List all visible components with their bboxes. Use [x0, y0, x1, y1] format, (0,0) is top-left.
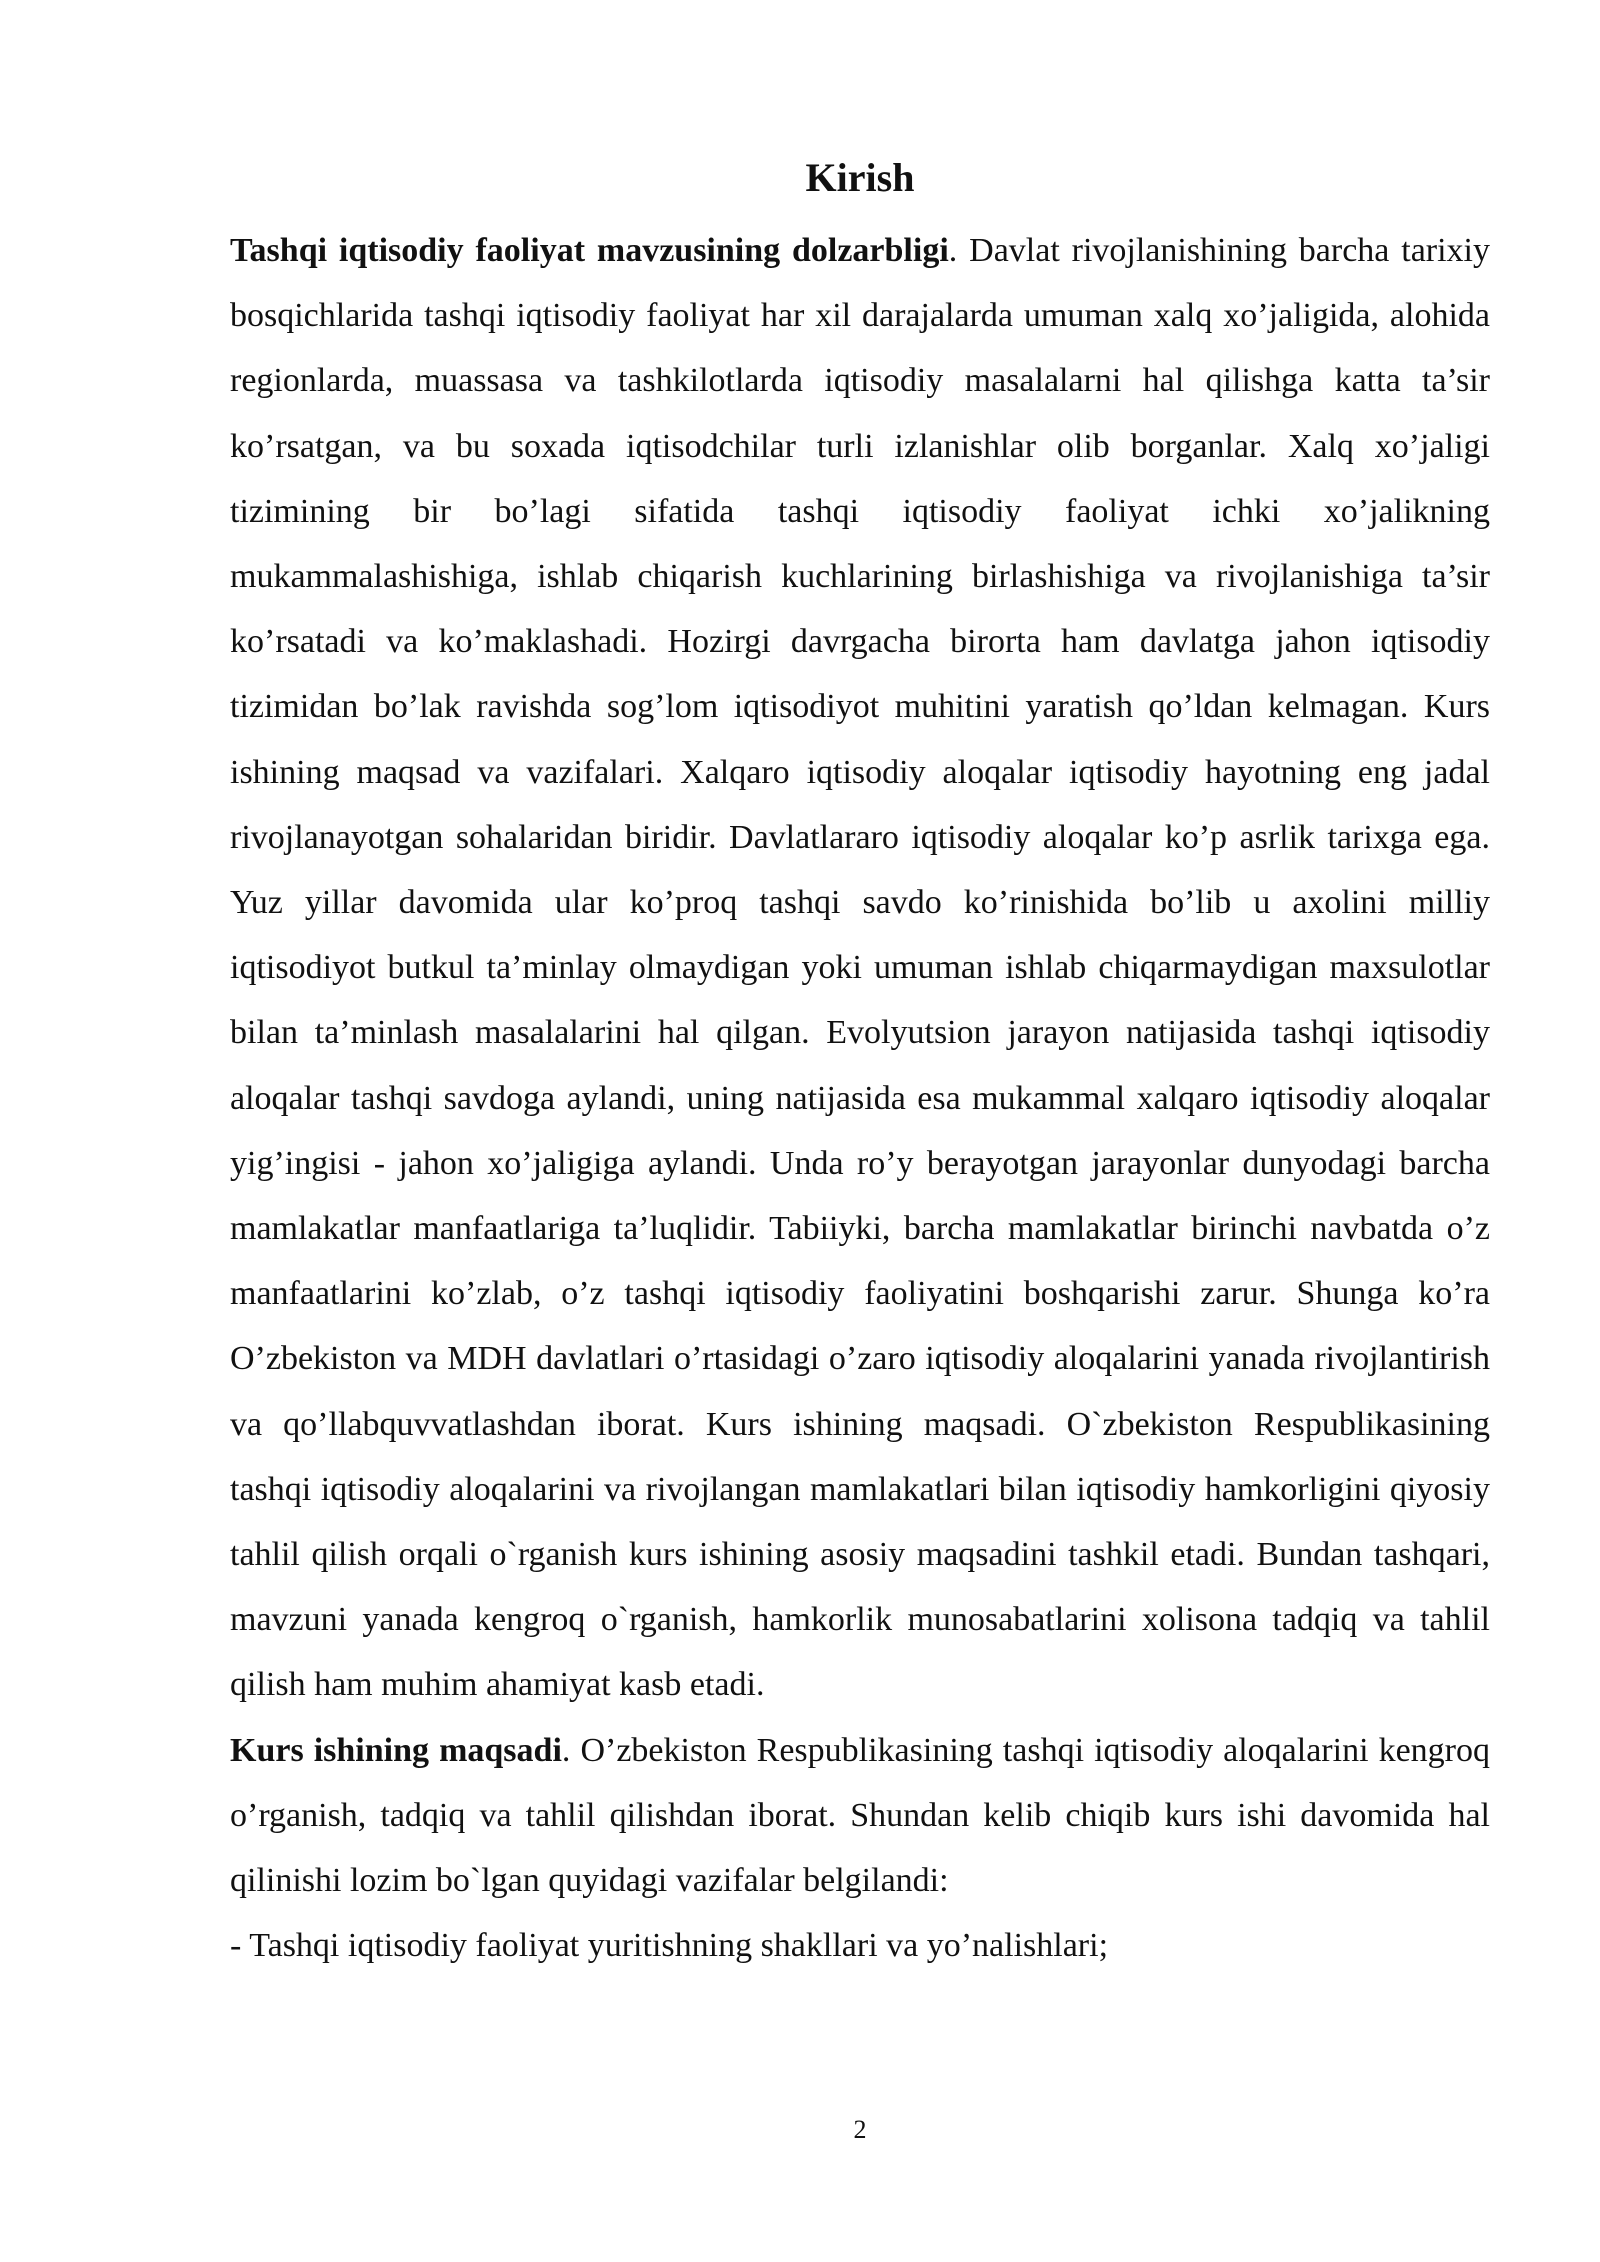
- paragraph-lead: Tashqi iqtisodiy faoliyat mavzusining dolzarbligi: [230, 232, 949, 269]
- paragraph-lead: Kurs ishining maqsadi: [230, 1731, 562, 1769]
- paragraph-relevance: [230, 218, 1490, 1718]
- page-number: 2: [853, 2115, 867, 2144]
- paragraph-text: . O’zbekiston Respublikasining tashqi iqtisodiy aloqalarini kengroq o’rganish, tadqiq va tahlil qilishdan iborat. Shundan kelib chiqib kurs ishi davomida hal qilinishi lozim bo`lgan quyidagi vazifalar belgilandi:: [230, 1731, 1490, 1900]
- page-title: Kirish: [805, 155, 915, 200]
- list-item: - Tashqi iqtisodiy faoliyat yuritishning shakllari va yo’nalishlari;: [230, 1927, 1109, 1965]
- paragraph-text: . Davlat rivojlanishining barcha tarixiy bosqichlarida tashqi iqtisodiy faoliyat har xil darajalarda umuman xalq xo’jaligida, alohida regionlarda, muassasa va tashkilotlarda iqtisodiy masalalarni hal qilishga katta ta’sir ko’rsatgan, va bu soxada iqtisodchilar turli izlanishlar olib borganlar. Xalq xo’jaligi tizimining bir bo’lagi sifatida tashqi iqtisodiy faoliyat ichki xo’jalikning mukammalashishiga, ishlab chiqarish kuchlarining birlashishiga va rivojlanishiga ta’sir ko’rsatadi va ko’maklashadi. Hozirgi davrgacha birorta ham davlatga jahon iqtisodiy tizimidan bo’lak ravishda sog’lom iqtisodiyot muhitini yaratish qo’ldan kelmagan. Kurs ishining maqsad va vazifalari. Xalqaro iqtisodiy aloqalar iqtisodiy hayotning eng jadal rivojlanayotgan sohalaridan biridir. Davlatlararo iqtisodiy aloqalar ko’p asrlik tarixga ega. Yuz yillar davomida ular ko’proq tashqi savdo ko’rinishida bo’lib u axolini milliy iqtisodiyot butkul ta’minlay olmaydigan yoki umuman ishlab chiqarmaydigan maxsulotlar bilan ta’minlash masalalarini hal qilgan. Evolyutsion jarayon natijasida tashqi iqtisodiy aloqalar tashqi savdoga aylandi, uning natijasida esa mukammal xalqaro iqtisodiy aloqalar yig’ingisi - jahon xo’jaligiga aylandi. Unda ro’y berayotgan jarayonlar dunyodagi barcha mamlakatlar manfaatlariga ta’luqlidir. Tabiiyki, barcha mamlakatlar birinchi navbatda o’z manfaatlarini ko’zlab, o’z tashqi iqtisodiy faoliyatini boshqarishi zarur. Shunga ko’ra O’zbekiston va MDH davlatlari o’rtasidagi o’zaro iqtisodiy aloqalarini yanada rivojlantirish va qo’llabquvvatlashdan iborat. Kurs ishining maqsadi. O`zbekiston Respublikasining tashqi iqtisodiy aloqalarini va rivojlangan mamlakatlari bilan iqtisodiy hamkorligini qiyosiy tahlil qilish orqali o`rganish kurs ishining asosiy maqsadini tashkil etadi. Bundan tashqari, mavzuni yanada kengroq o`rganish, hamkorlik munosabatlarini xolisona tadqiq va tahlil qilish ham muhim ahamiyat kasb etadi.: [230, 232, 1490, 1704]
- document-body: [230, 218, 1490, 1978]
- paragraph-goal: [230, 1718, 1490, 1914]
